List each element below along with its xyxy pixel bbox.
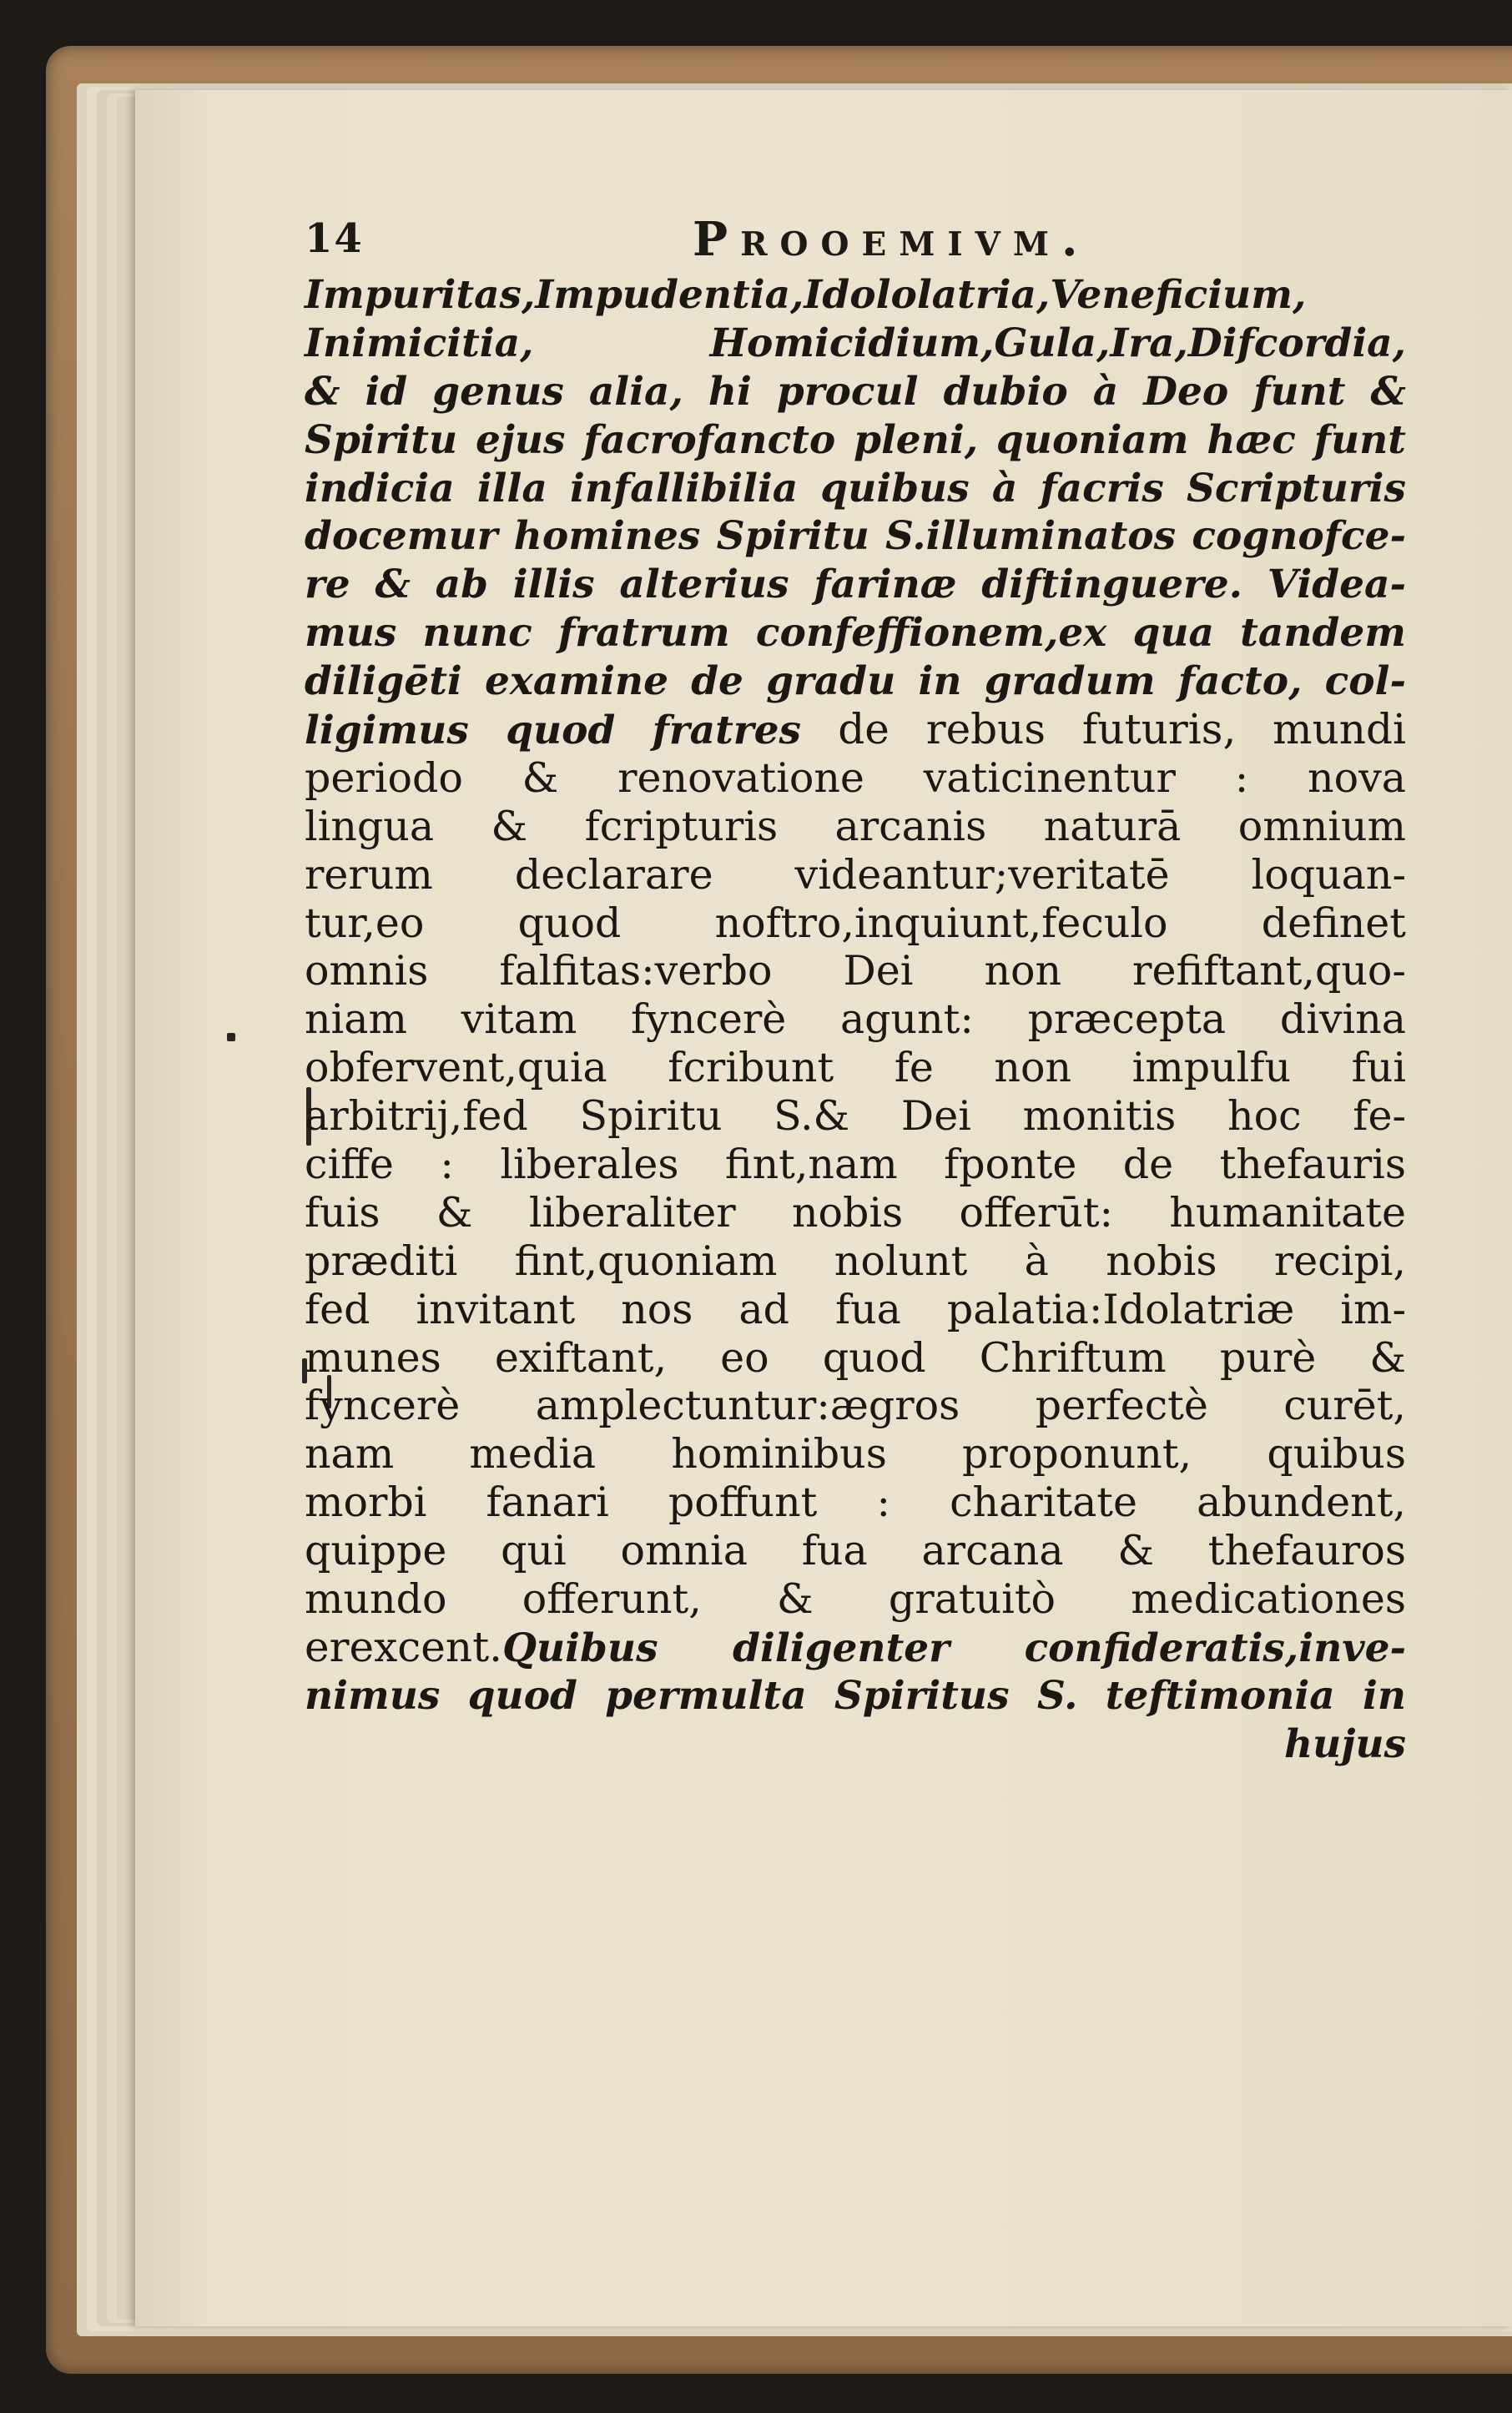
- text-line: Impuritas,Impudentia,Idololatria,Veneficium,: [305, 272, 1307, 318]
- text-line: quippe qui omnia fua arcana & thefauros: [305, 1527, 1406, 1575]
- running-title: Prooemivm.: [693, 212, 1091, 267]
- body-text: [305, 271, 1406, 1769]
- text-segment-italic: ligimus quod fratres: [305, 708, 839, 754]
- running-head: [305, 212, 1406, 274]
- text-segment-italic: Quibus diligenter confideratis,inve-: [502, 1625, 1406, 1671]
- text-line: hujus: [1284, 1720, 1406, 1767]
- text-line: indicia illa infallibilia quibus à facris Scripturis: [305, 465, 1406, 511]
- text-line: diligēti examine de gradu in gradum facto, col-: [305, 658, 1406, 705]
- text-line: lingua & fcripturis arcanis naturā omnium: [305, 802, 1406, 850]
- text-line: mundo offerunt, & gratuitò medicationes: [305, 1575, 1406, 1624]
- text-line: periodo & renovatione vaticinentur : nova: [305, 753, 1406, 802]
- text-segment-roman: de rebus futuris, mundi: [838, 705, 1406, 754]
- text-line: [305, 1624, 1406, 1672]
- page-number: 14: [305, 215, 364, 262]
- text-line: rerum declarare videantur;veritatē loquan-: [305, 850, 1406, 899]
- text-line: & id genus alia, hi procul dubio à Deo funt &: [305, 368, 1406, 415]
- text-line: munes exiftant, eo quod Chriftum purè &: [305, 1333, 1406, 1382]
- text-line: docemur homines Spiritu S.illuminatos cognofce-: [305, 513, 1406, 560]
- text-line: fyncerè amplectuntur:ægros perfectè curēt,: [305, 1382, 1406, 1430]
- text-line: nam media hominibus proponunt, quibus: [305, 1430, 1406, 1479]
- text-line: obfervent,quia fcribunt fe non impulfu fui: [305, 1044, 1406, 1092]
- text-line: ciffe : liberales fint,nam fponte de thefauris: [305, 1141, 1406, 1189]
- text-line: niam vitam fyncerè agunt: præcepta divina: [305, 995, 1406, 1044]
- text-line: nimus quod permulta Spiritus S. teftimonia in: [305, 1672, 1406, 1719]
- text-line: fuis & liberaliter nobis offerūt: humanitate: [305, 1188, 1406, 1237]
- text-line: re & ab illis alterius farinæ diftinguere. Videa-: [305, 562, 1406, 608]
- text-line: fed invitant nos ad fua palatia:Idolatriæ im-: [305, 1285, 1406, 1333]
- text-line: præditi fint,quoniam nolunt à nobis recipi,: [305, 1237, 1406, 1285]
- text-line: tur,eo quod noftro,inquiunt,feculo definet: [305, 899, 1406, 947]
- text-line: mus nunc fratrum confeffionem,ex qua tandem: [305, 610, 1406, 657]
- text-line: arbitrij,fed Spiritu S.& Dei monitis hoc fe-: [305, 1092, 1406, 1141]
- text-line: morbi fanari poffunt : charitate abundent,: [305, 1479, 1406, 1527]
- text-line: Spiritu ejus facrofancto pleni, quoniam hæc funt: [305, 416, 1406, 463]
- text-line: omnis falfitas:verbo Dei non refiftant,quo-: [305, 947, 1406, 995]
- text-segment-roman: erexcent.: [305, 1622, 503, 1671]
- text-line: Inimicitia, Homicidium,Gula,Ira,Difcordia,: [305, 320, 1406, 366]
- text-line: [305, 706, 1406, 754]
- margin-speck: [227, 1033, 235, 1041]
